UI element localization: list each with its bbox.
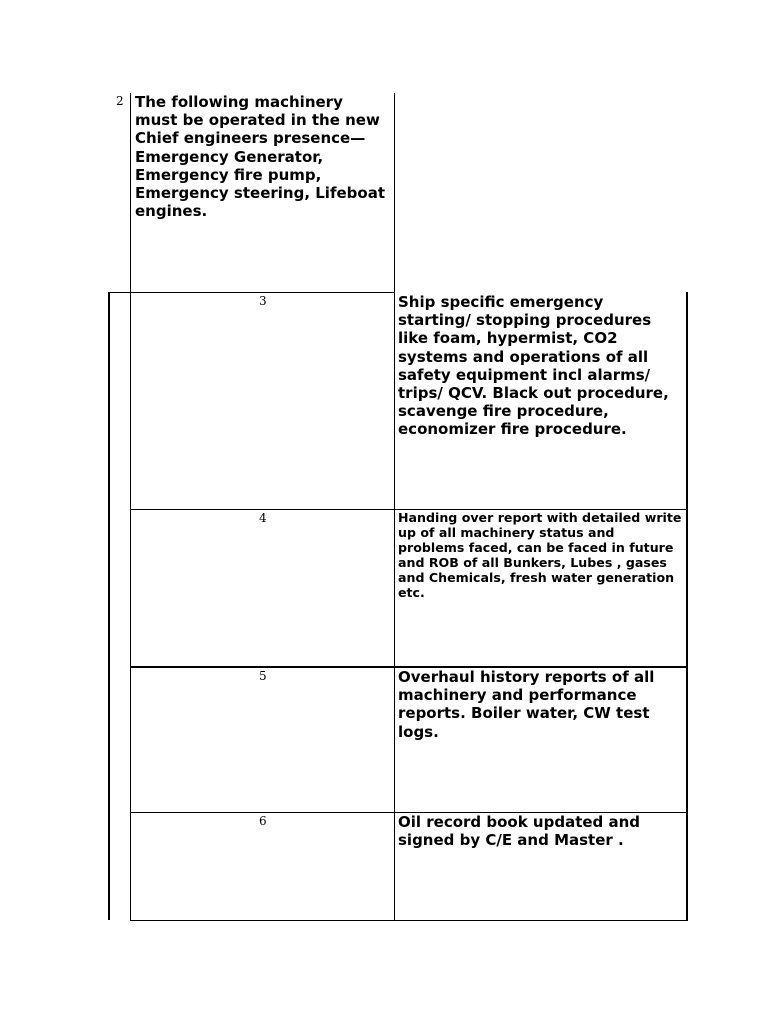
row-number: 6	[259, 814, 267, 828]
row-number: 5	[259, 669, 267, 683]
table-column-divider-middle	[394, 93, 395, 921]
row-description: The following machinery must be operated in the new Chief engineers presence— Emergency Generator, Emergency fire pump, Emergency steering, Lifeboat engines.	[135, 93, 385, 221]
row-description: Overhaul history reports of all machinery and performance reports. Boiler water, CW test logs.	[398, 668, 655, 741]
row-description: Oil record book updated and signed by C/E and Master .	[398, 813, 641, 850]
table-column-divider-left	[130, 93, 131, 921]
table-right-border	[686, 292, 688, 921]
table-left-border-outer	[108, 292, 110, 920]
row-number: 4	[259, 511, 267, 525]
row-description: Ship specific emergency starting/ stopping procedures like foam, hypermist, CO2 systems and operations of all safety equipment incl alarms/ trips/ QCV. Black out procedure, scavenge fire procedure, economizer fire procedure.	[398, 293, 669, 439]
row-number: 3	[259, 294, 267, 308]
row-description: Handing over report with detailed write up of all machinery status and problems faced, can be faced in future and ROB of all Bunkers, Lubes , gases and Chemicals, fresh water generation etc.	[398, 510, 682, 600]
row-number: 2	[116, 94, 124, 108]
row-divider-3	[108, 292, 395, 293]
table-bottom-border	[130, 920, 687, 921]
